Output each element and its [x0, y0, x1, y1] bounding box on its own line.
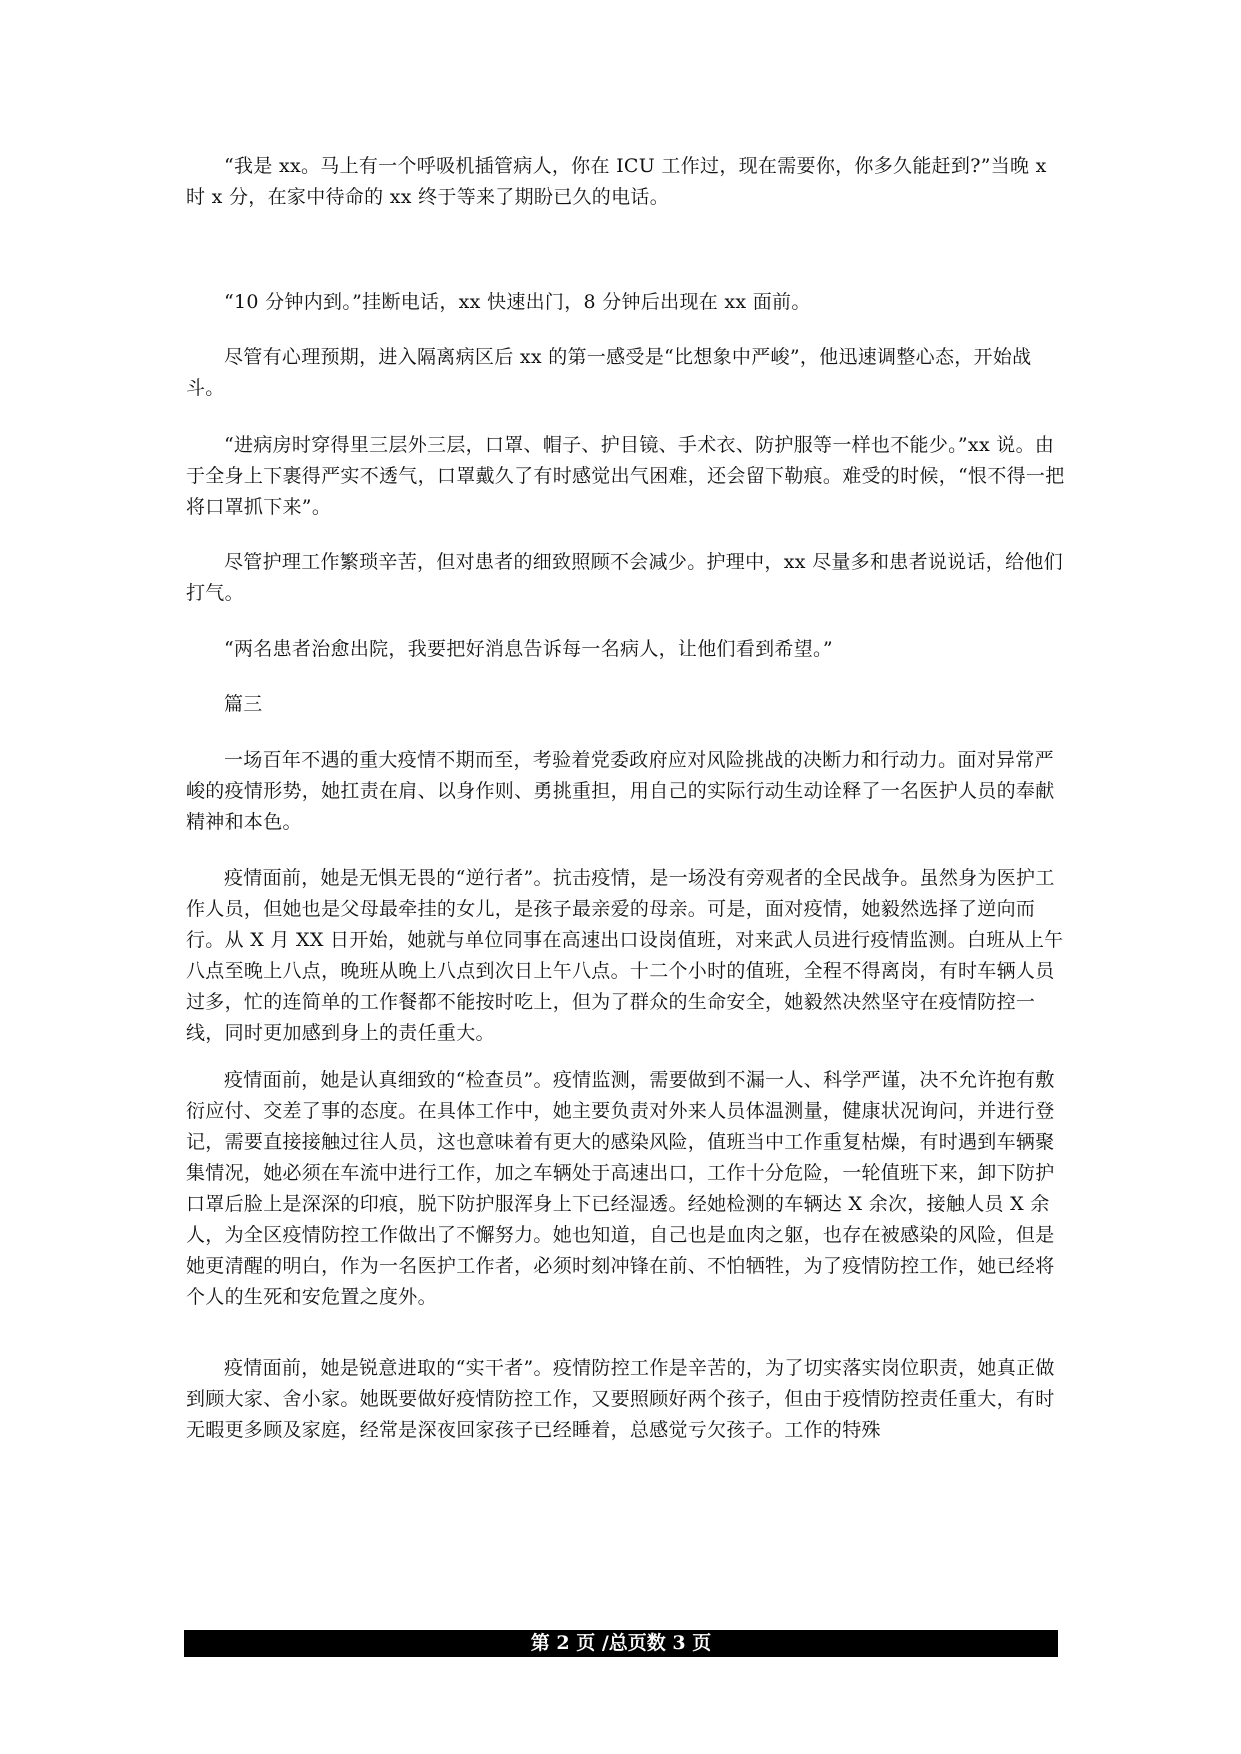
- paragraph: “进病房时穿得里三层外三层，口罩、帽子、护目镜、手术衣、防护服等一样也不能少。”xx 说。由于全身上下裹得严实不透气，口罩戴久了有时感觉出气困难，还会留下勒痕。难受的时候，“恨不得一把将口罩抓下来”。: [186, 434, 1065, 518]
- paragraph: 疫情面前，她是无惧无畏的“逆行者”。抗击疫情，是一场没有旁观者的全民战争。虽然身为医护工作人员，但她也是父母最牵挂的女儿，是孩子最亲爱的母亲。可是，面对疫情，她毅然选择了逆向而行。从 X 月 XX 日开始，她就与单位同事在高速出口设岗值班，对来武人员进行疫情监测。白班从上午八点至晚上八点，晚班从晚上八点到次日上午八点。十二个小时的值班，全程不得离岗，有时车辆人员过多，忙的连简单的工作餐都不能按时吃上，但为了群众的生命安全，她毅然决然坚守在疫情防控一线，同时更加感到身上的责任重大。: [186, 867, 1064, 1044]
- paragraph: 尽管有心理预期，进入隔离病区后 xx 的第一感受是“比想象中严峻”，他迅速调整心态，开始战斗。: [186, 346, 1032, 399]
- paragraph: “10 分钟内到。”挂断电话，xx 快速出门，8 分钟后出现在 xx 面前。: [224, 291, 811, 313]
- paragraph: 疫情面前，她是锐意进取的“实干者”。疫情防控工作是辛苦的，为了切实落实岗位职责，她真正做到顾大家、舍小家。她既要做好疫情防控工作，又要照顾好两个孩子，但由于疫情防控责任重大，有时无暇更多顾及家庭，经常是深夜回家孩子已经睡着，总感觉亏欠孩子。工作的特殊: [186, 1357, 1055, 1441]
- paragraph: 尽管护理工作繁琐辛苦，但对患者的细致照顾不会减少。护理中，xx 尽量多和患者说说话，给他们打气。: [186, 551, 1063, 604]
- paragraph: “我是 xx。马上有一个呼吸机插管病人，你在 ICU 工作过，现在需要你，你多久能赶到?”当晚 x 时 x 分，在家中待命的 xx 终于等来了期盼已久的电话。: [186, 155, 1047, 208]
- page-footer: 第 2 页 /总页数 3 页: [184, 1630, 1058, 1657]
- section-heading: 篇三: [224, 693, 263, 715]
- paragraph: 疫情面前，她是认真细致的“检查员”。疫情监测，需要做到不漏一人、科学严谨，决不允许抱有敷衍应付、交差了事的态度。在具体工作中，她主要负责对外来人员体温测量，健康状况询问，并进行登记，需要直接接触过往人员，这也意味着有更大的感染风险，值班当中工作重复枯燥，有时遇到车辆聚集情况，她必须在车流中进行工作，加之车辆处于高速出口，工作十分危险，一轮值班下来，卸下防护口罩后脸上是深深的印痕，脱下防护服浑身上下已经湿透。经她检测的车辆达 X 余次，接触人员 X 余人，为全区疫情防控工作做出了不懈努力。她也知道，自己也是血肉之躯，也存在被感染的风险，但是她更清醒的明白，作为一名医护工作者，必须时刻冲锋在前、不怕牺牲，为了疫情防控工作，她已经将个人的生死和安危置之度外。: [186, 1069, 1055, 1308]
- paragraph: 一场百年不遇的重大疫情不期而至，考验着党委政府应对风险挑战的决断力和行动力。面对异常严峻的疫情形势，她扛责在肩、以身作则、勇挑重担，用自己的实际行动生动诠释了一名医护人员的奉献精神和本色。: [186, 749, 1055, 833]
- paragraph: “两名患者治愈出院，我要把好消息告诉每一名病人，让他们看到希望。”: [224, 638, 833, 660]
